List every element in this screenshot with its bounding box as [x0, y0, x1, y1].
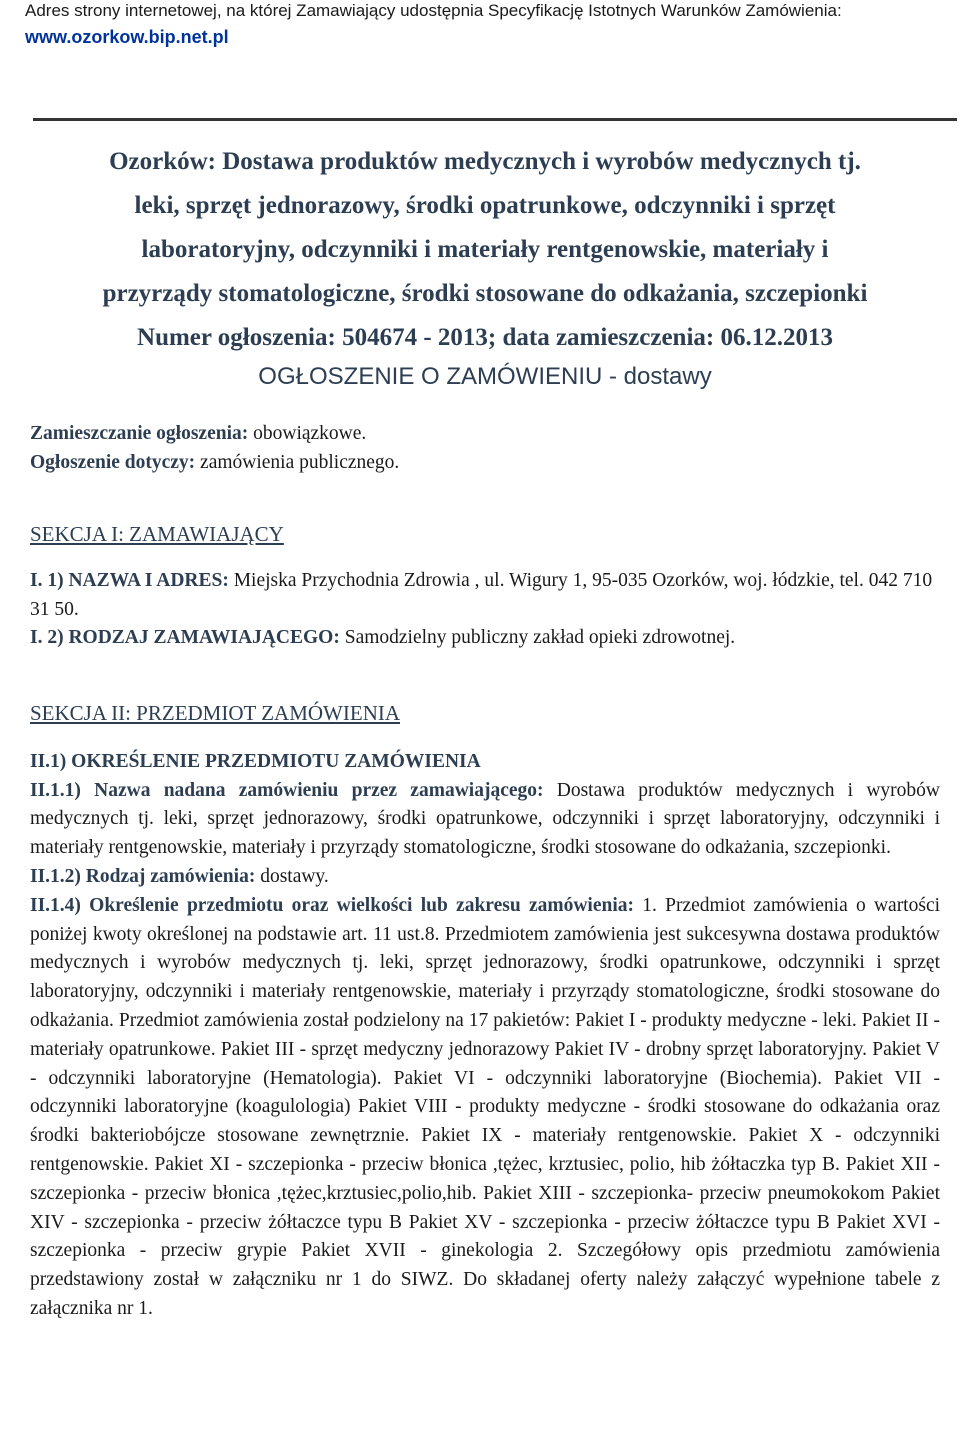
contract-kind-value: dostawy.: [260, 865, 329, 887]
authority-name-value: Miejska Przychodnia Zdrowia , ul. Wigury 1, 95-035 Ozorków, woj. łódzkie, tel. 042 710 31 50.: [30, 569, 933, 620]
authority-name-label: I. 1) NAZWA I ADRES:: [30, 569, 229, 591]
placement-row: [30, 420, 940, 449]
contract-kind: [30, 863, 940, 892]
authority-type-label: I. 2) RODZAJ ZAMAWIAJĄCEGO:: [30, 627, 340, 649]
contract-scope-value: 1. Przedmiot zamówienia o wartości poniżej kwoty określonej na podstawie art. 11 ust.8. Przedmiotem zamówienia jest sukcesywna dostawa produktów medycznych i wyrobów medycznych tj. leki, sprzęt jednorazowy, środki opatrunkowe, odczynniki i sprzęt laboratoryjny, odczynniki i materiały rentgenowskie, materiały i przyrządy stomatologiczne, środki stosowane do odkażania. Przedmiot zamówienia został podzielony na 17 pakietów: Pakiet I - produkty medyczne - leki. Pakiet II - materiały opatrunkowe. Pakiet III - sprzęt medyczny jednorazowy Pakiet IV - drobny sprzęt laboratoryjny. Pakiet V - odczynniki laboratoryjne (Hematologia). Pakiet VI - odczynniki laboratoryjne (Biochemia). Pakiet VII - odczynniki laboratoryjne (koagulologia) Pakiet VIII - produkty medyczne - środki stosowane do odkażania oraz środki bakteriobójcze stosowane zewnętrznie. Pakiet IX - materiały rentgenowskie. Pakiet X - odczynniki rentgenowskie. Pakiet XI - szczepionka - przeciw błonica ,tężec, krztusiec, polio, hib żółtaczka typ B. Pakiet XII - szczepionka - przeciw błonica ,tężec,krztusiec,polio,hib. Pakiet XIII - szczepionka- przeciw pneumokokom Pakiet XIV - szczepionka - przeciw żółtaczce typu B Pakiet XV - szczepionka - przeciw żółtaczce typu B Pakiet XVI - szczepionka - przeciw grypie Pakiet XVII - ginekologia 2. Szczegółowy opis przedmiotu zamówienia przedstawiony został w załączniku nr 1 do SIWZ. Do składanej oferty należy załączyć wypełnione tabele z załącznika nr 1.: [30, 894, 941, 1319]
concerns-row: [30, 449, 940, 478]
section-2-1-heading: II.1) OKREŚLENIE PRZEDMIOTU ZAMÓWIENIA: [30, 750, 481, 772]
site-address-note: [25, 0, 935, 48]
title-line: Ozorków: Dostawa produktów medycznych i wyrobów medycznych tj.: [109, 148, 861, 175]
concerns-label: Ogłoszenie dotyczy:: [30, 451, 196, 473]
notice-title: [30, 140, 940, 360]
contract-name-value: Dostawa produktów medycznych i wyrobów medycznych tj. leki, sprzęt jednorazowy, środki opatrunkowe, odczynniki i sprzęt laboratoryjny, odczynniki i materiały rentgenowskie, materiały i przyrządy stomatologiczne, środki stosowane do odkażania, szczepionki.: [30, 779, 940, 859]
header-divider: [33, 118, 957, 121]
section-contracting-authority: [30, 520, 940, 653]
authority-type: [30, 624, 940, 653]
notice-meta: [30, 420, 940, 478]
authority-type-value: Samodzielny publiczny zakład opieki zdrowotnej.: [344, 627, 736, 649]
contract-name-label: II.1.1) Nazwa nadana zamówieniu przez zamawiającego:: [30, 779, 544, 801]
placement-label: Zamieszczanie ogłoszenia:: [30, 423, 249, 444]
notice-type-heading: OGŁOSZENIE O ZAMÓWIENIU - dostawy: [258, 363, 712, 390]
notice-number-line: Numer ogłoszenia: 504674 - 2013; data zamieszczenia: 06.12.2013: [137, 324, 833, 351]
authority-name-address: [30, 567, 940, 625]
placement-value: obowiązkowe.: [253, 423, 367, 444]
section-1-heading: SEKCJA I: ZAMAWIAJĄCY: [30, 522, 284, 546]
contract-name: [30, 777, 940, 863]
siwz-address-intro: Adres strony internetowej, na której Zamawiający udostępnia Specyfikację Istotnych Warunków Zamówienia:: [25, 1, 842, 20]
section-2-heading: SEKCJA II: PRZEDMIOT ZAMÓWIENIA: [30, 701, 401, 725]
title-line: leki, sprzęt jednorazowy, środki opatrunkowe, odczynniki i sprzęt: [134, 192, 836, 219]
bip-url-link[interactable]: www.ozorkow.bip.net.pl: [25, 27, 229, 47]
concerns-value: zamówienia publicznego.: [200, 451, 400, 473]
section-subject: [30, 699, 940, 1324]
contract-kind-label: II.1.2) Rodzaj zamówienia:: [30, 865, 256, 887]
contract-scope-label: II.1.4) Określenie przedmiotu oraz wielkości lub zakresu zamówienia:: [30, 894, 635, 916]
contract-scope: [30, 892, 940, 1324]
title-line: laboratoryjny, odczynniki i materiały rentgenowskie, materiały i: [141, 236, 829, 263]
title-line: przyrządy stomatologiczne, środki stosowane do odkażania, szczepionki: [102, 280, 868, 307]
